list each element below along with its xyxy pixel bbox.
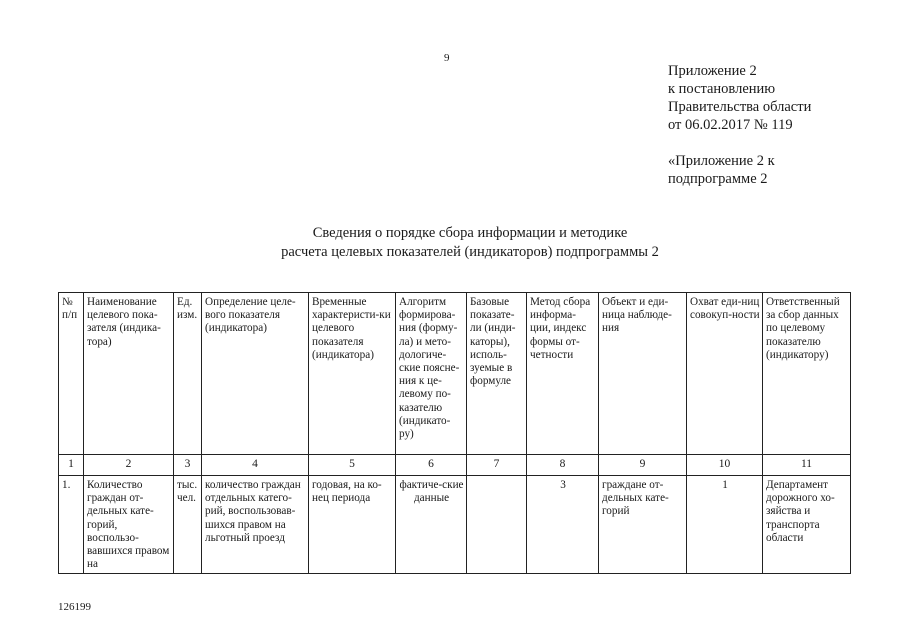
table-cell: Количество граждан от-дельных кате-горий, воспользо-вавшихся правом на [84, 476, 174, 574]
header-cell: Базовые показате-ли (инди-каторы), исполь-зуемые в формуле [467, 293, 527, 455]
document-title [200, 224, 740, 262]
column-number-cell: 11 [763, 455, 851, 476]
column-number-cell: 4 [202, 455, 309, 476]
appendix-line: Правительства области [668, 99, 812, 115]
table-cell: 3 [527, 476, 599, 574]
header-cell: Алгоритм формирова-ния (форму-ла) и мето-дологиче-ские поясне-ния к це-левому по-казателю (индикато-ру) [396, 293, 467, 455]
title-line: Сведения о порядке сбора информации и методике [312, 225, 628, 241]
header-cell: Метод сбора информа-ции, индекс формы от-четности [527, 293, 599, 455]
appendix-sub-block [668, 152, 775, 188]
table-cell: 1 [687, 476, 763, 574]
column-number-cell: 1 [59, 455, 84, 476]
table-cell: 1. [59, 476, 84, 574]
header-cell: Определение целе-вого показателя (индикатора) [202, 293, 309, 455]
footer-code: 126199 [58, 601, 91, 613]
header-cell: Объект и еди-ница наблюде-ния [599, 293, 687, 455]
table-cell: количество граждан отдельных катего-рий, воспользовав-шихся правом на льготный проезд [202, 476, 309, 574]
column-number-cell: 9 [599, 455, 687, 476]
column-number-cell: 6 [396, 455, 467, 476]
table-row [59, 476, 851, 574]
table-cell: фактиче-ские данные [396, 476, 467, 574]
header-cell: № п/п [59, 293, 84, 455]
appendix-line: Приложение 2 [668, 63, 757, 79]
table-cell: годовая, на ко-нец периода [309, 476, 396, 574]
column-number-cell: 5 [309, 455, 396, 476]
indicators-table [58, 292, 851, 574]
header-cell: Временные характеристи-ки целевого показателя (индикатора) [309, 293, 396, 455]
header-cell: Ед. изм. [174, 293, 202, 455]
table-cell: тыс. чел. [174, 476, 202, 574]
table-header-row [59, 293, 851, 455]
header-cell: Охват еди-ниц совокуп-ности [687, 293, 763, 455]
page-number: 9 [444, 52, 450, 64]
column-number-cell: 8 [527, 455, 599, 476]
appendix-sub-line: подпрограмме 2 [668, 171, 768, 187]
column-number-row [59, 455, 851, 476]
appendix-line: к постановлению [668, 81, 776, 97]
column-number-cell: 3 [174, 455, 202, 476]
table-cell [467, 476, 527, 574]
appendix-block [668, 62, 811, 134]
column-number-cell: 7 [467, 455, 527, 476]
header-cell: Наименование целевого пока-зателя (индика-тора) [84, 293, 174, 455]
table-cell: Департамент дорожного хо-зяйства и транспорта области [763, 476, 851, 574]
table-cell: граждане от-дельных кате-горий [599, 476, 687, 574]
column-number-cell: 10 [687, 455, 763, 476]
appendix-sub-line: «Приложение 2 к [668, 153, 775, 169]
header-cell: Ответственный за сбор данных по целевому показателю (индикатору) [763, 293, 851, 455]
column-number-cell: 2 [84, 455, 174, 476]
title-line: расчета целевых показателей (индикаторов) подпрограммы 2 [281, 244, 659, 260]
appendix-line: от 06.02.2017 № 119 [668, 117, 793, 133]
